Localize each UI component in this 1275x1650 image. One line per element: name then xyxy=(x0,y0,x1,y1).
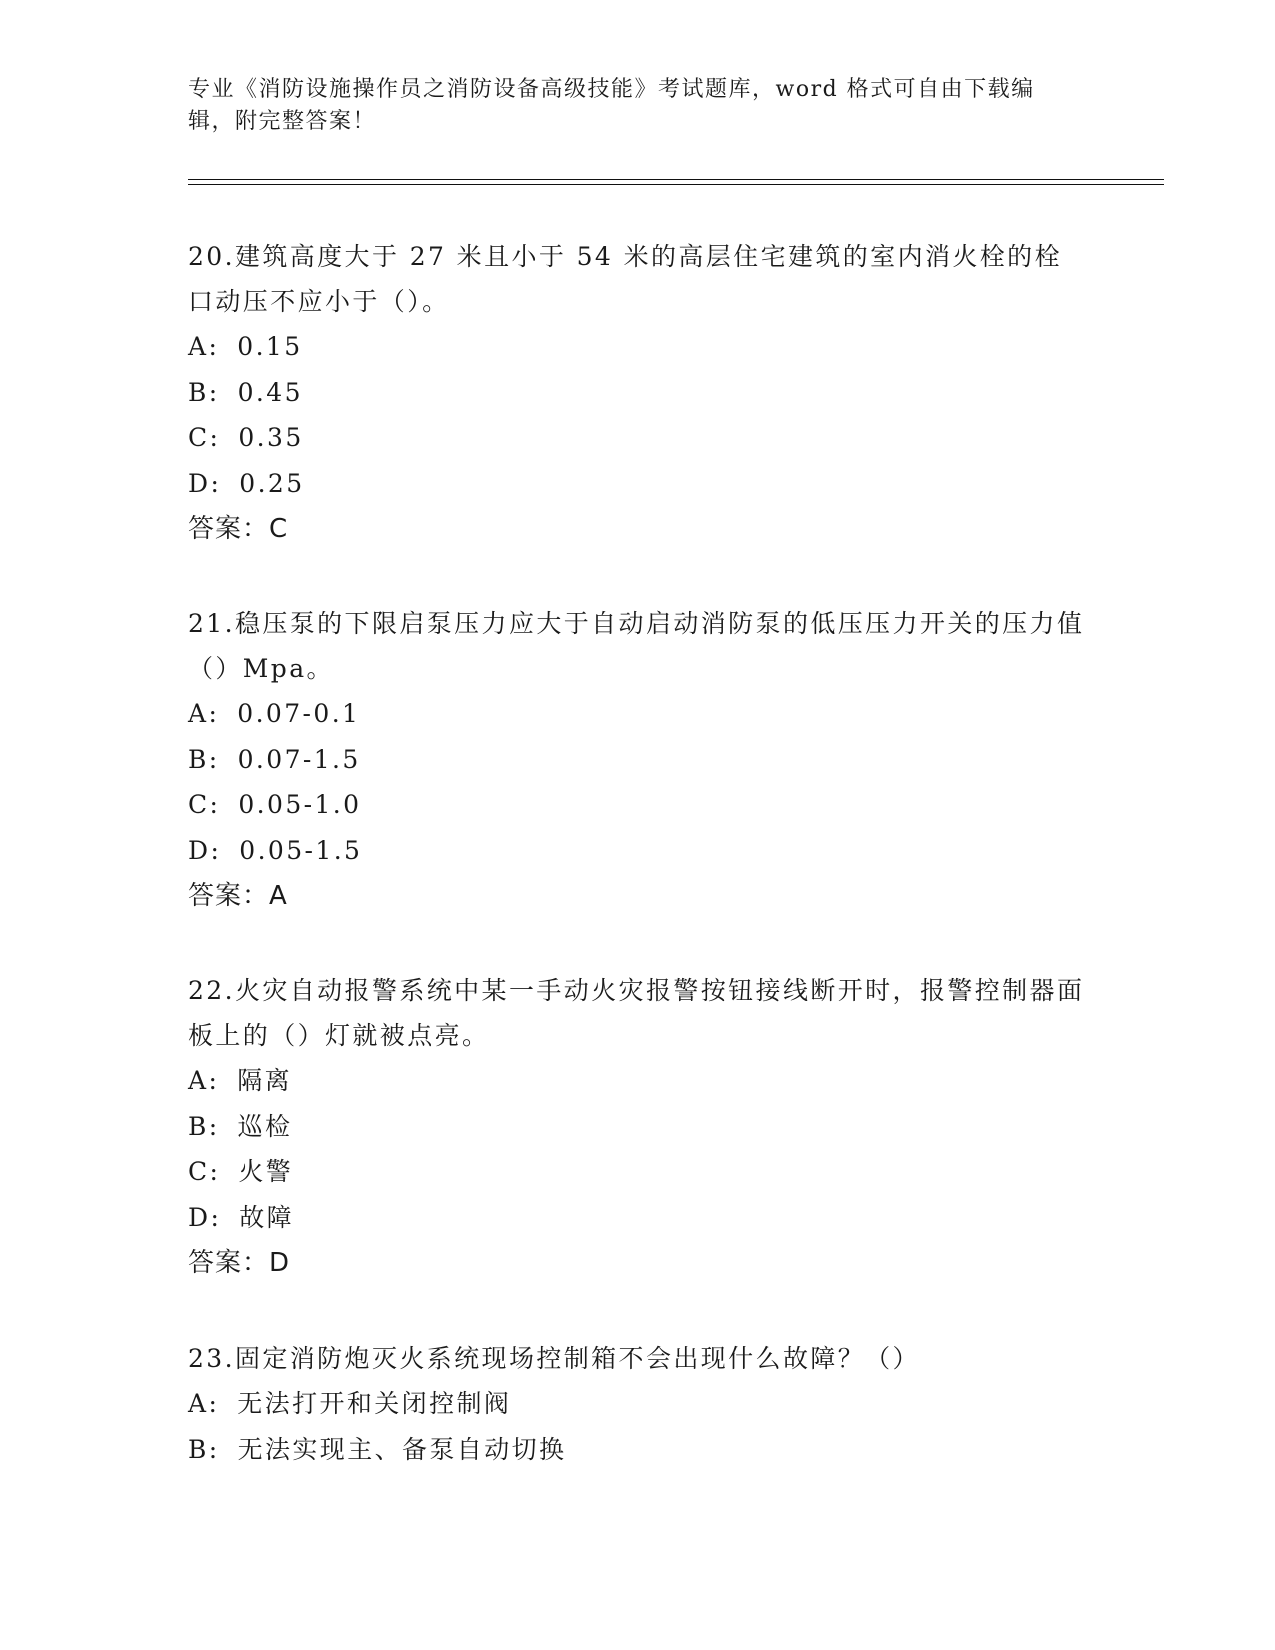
option-c xyxy=(188,782,1088,828)
option-text: 0.35 xyxy=(238,423,304,452)
option-letter: B: xyxy=(188,744,220,774)
question-stem: 22.火灾自动报警系统中某一手动火灾报警按钮接线断开时，报警控制器面板上的（）灯就被点亮。 xyxy=(188,976,1085,1050)
option-d xyxy=(188,1195,1088,1241)
option-letter: A: xyxy=(188,332,220,361)
question-23 xyxy=(188,1336,1088,1472)
option-a xyxy=(188,691,1088,737)
header-divider-bottom xyxy=(188,184,1164,185)
option-letter: D: xyxy=(188,835,222,865)
option-letter: A: xyxy=(188,1066,220,1095)
option-letter: C: xyxy=(188,790,221,819)
option-letter: D: xyxy=(188,468,222,498)
option-a xyxy=(188,324,1088,370)
option-text: 0.15 xyxy=(237,332,303,361)
option-letter: A: xyxy=(188,699,220,728)
option-text: 0.45 xyxy=(237,377,303,407)
option-b xyxy=(188,370,1088,416)
option-d xyxy=(188,828,1088,874)
option-letter: C: xyxy=(188,1157,221,1186)
option-text: 火警 xyxy=(238,1157,294,1186)
option-text: 无法实现主、备泵自动切换 xyxy=(237,1434,567,1464)
answer-line: 答案：D xyxy=(188,1248,291,1278)
question-22 xyxy=(188,968,1088,1286)
question-stem: 20.建筑高度大于 27 米且小于 54 米的高层住宅建筑的室内消火栓的栓口动压不应小于（）。 xyxy=(188,242,1062,316)
question-stem: 23.固定消防炮灭火系统现场控制箱不会出现什么故障？（） xyxy=(188,1344,920,1373)
answer-line: 答案：A xyxy=(188,881,288,911)
document-header: 专业《消防设施操作员之消防设备高级技能》考试题库，word 格式可自由下载编辑，附完整答案！ xyxy=(188,77,1035,134)
option-text: 巡检 xyxy=(237,1111,293,1141)
option-b xyxy=(188,1427,1088,1473)
option-letter: B: xyxy=(188,1434,220,1464)
question-20 xyxy=(188,234,1088,552)
option-letter: B: xyxy=(188,377,220,407)
option-letter: A: xyxy=(188,1389,220,1418)
question-stem: 21.稳压泵的下限启泵压力应大于自动启动消防泵的低压压力开关的压力值（）Mpa。 xyxy=(188,609,1085,683)
option-a xyxy=(188,1381,1088,1427)
option-letter: C: xyxy=(188,423,221,452)
option-d xyxy=(188,461,1088,507)
header-divider-top xyxy=(188,179,1164,180)
question-21 xyxy=(188,601,1088,919)
option-text: 隔离 xyxy=(237,1066,293,1095)
option-c xyxy=(188,415,1088,461)
option-text: 0.05-1.0 xyxy=(238,790,362,819)
option-c xyxy=(188,1149,1088,1195)
option-a xyxy=(188,1058,1088,1104)
option-b xyxy=(188,1104,1088,1150)
option-text: 0.07-1.5 xyxy=(237,744,361,774)
option-letter: B: xyxy=(188,1111,220,1141)
option-text: 0.07-0.1 xyxy=(237,699,361,728)
option-text: 故障 xyxy=(239,1202,295,1232)
option-text: 0.25 xyxy=(239,468,305,498)
option-letter: D: xyxy=(188,1202,222,1232)
answer-line: 答案：C xyxy=(188,514,289,544)
option-text: 0.05-1.5 xyxy=(239,835,363,865)
option-b xyxy=(188,737,1088,783)
option-text: 无法打开和关闭控制阀 xyxy=(237,1389,512,1418)
